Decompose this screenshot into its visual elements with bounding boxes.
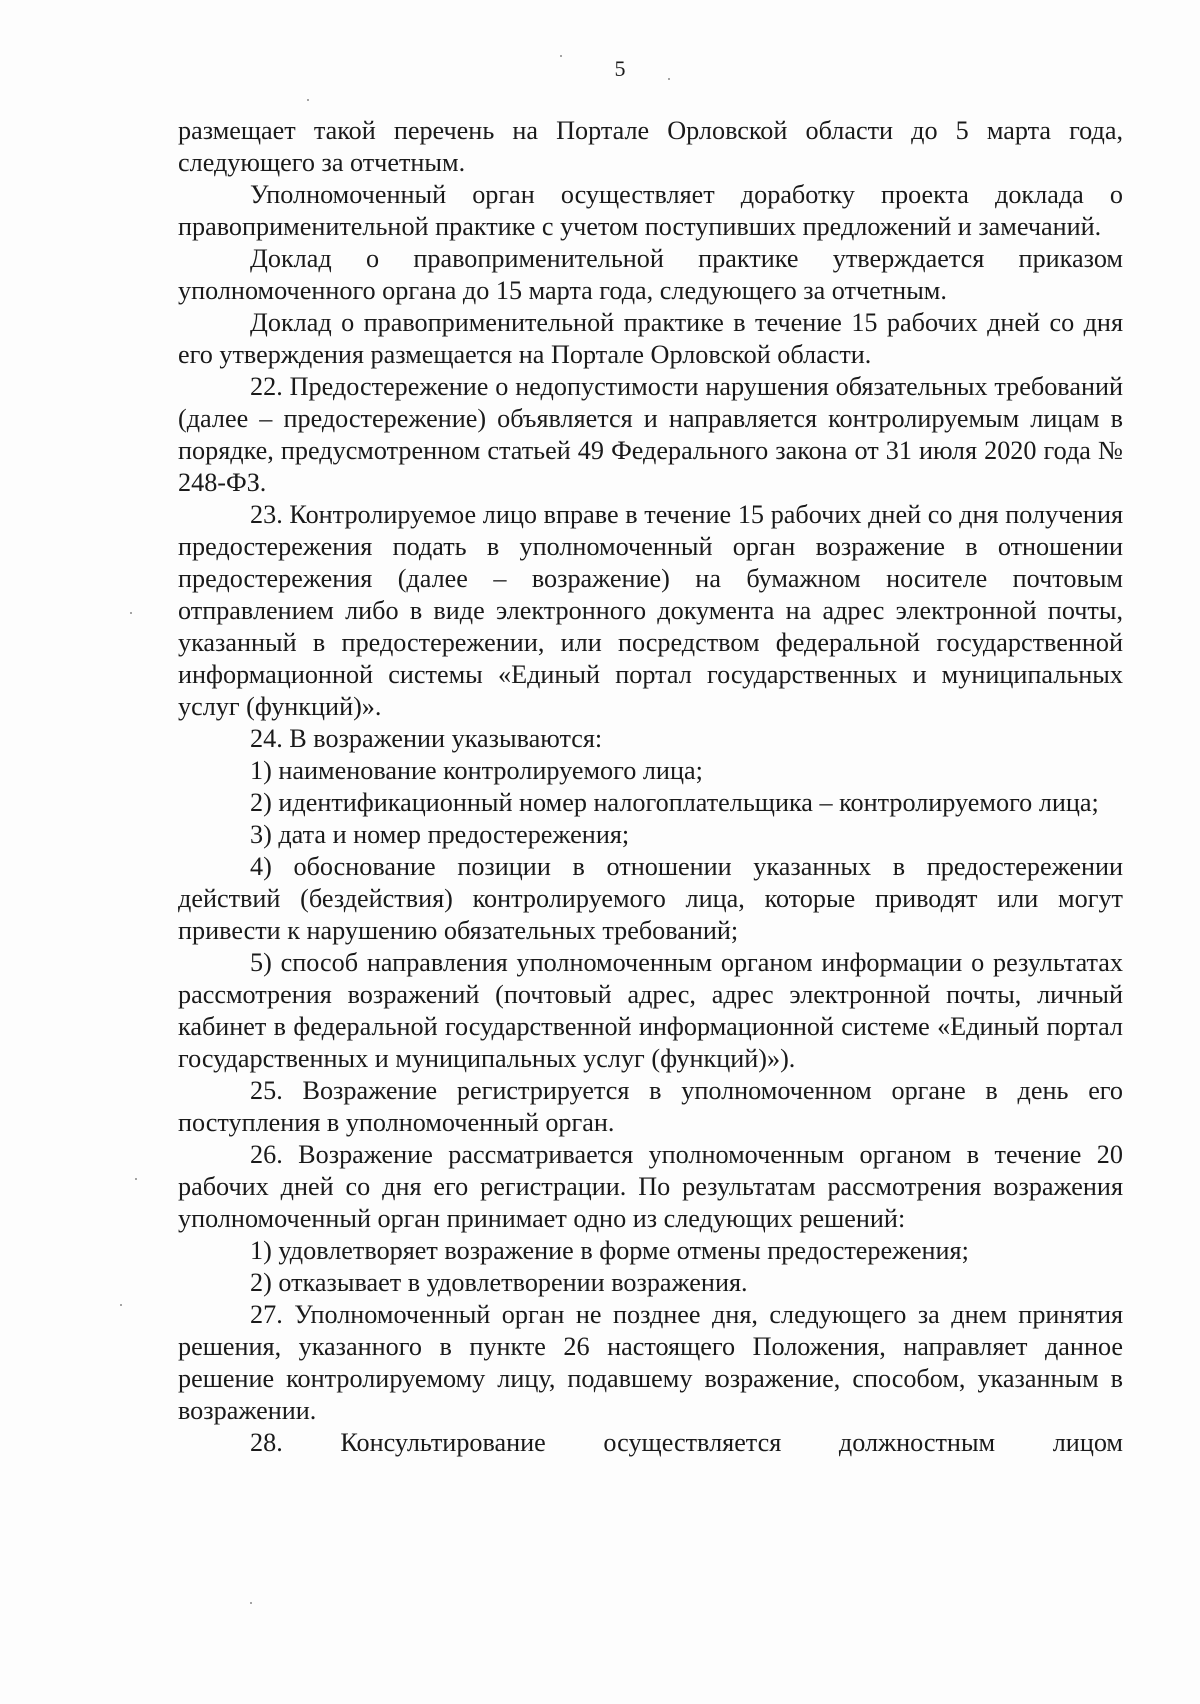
paragraph: 26. Возражение рассматривается уполномоченным органом в течение 20 рабочих дней со дня его регистрации. По результатам рассмотрения возражения уполномоченный орган принимает одно из следующих решений: — [178, 1140, 1123, 1233]
list-item: 2) отказывает в удовлетворении возражения. — [250, 1268, 748, 1297]
list-item: 1) удовлетворяет возражение в форме отмены предостережения; — [250, 1236, 969, 1265]
scan-speck — [250, 1602, 252, 1604]
paragraph: размещает такой перечень на Портале Орловской области до 5 марта года, следующего за отчетным. — [178, 116, 1123, 177]
scan-speck — [135, 1178, 137, 1180]
paragraph: 25. Возражение регистрируется в уполномоченном органе в день его поступления в уполномоченный орган. — [178, 1076, 1123, 1137]
list-item: 5) способ направления уполномоченным органом информации о результатах рассмотрения возражений (почтовый адрес, адрес электронной почты, личный кабинет в федеральной государственной информационной системе «Единый портал государственных и муниципальных услуг (функций)»). — [178, 948, 1123, 1073]
paragraph: 28. Консультирование осуществляется должностным лицом — [250, 1428, 1123, 1457]
paragraph: 22. Предостережение о недопустимости нарушения обязательных требований (далее – предостережение) объявляется и направляется контролируемым лицам в порядке, предусмотренном статьей 49 Федерального закона от 31 июля 2020 года № 248-ФЗ. — [178, 372, 1123, 497]
list-item: 4) обоснование позиции в отношении указанных в предостережении действий (бездействия) контролируемого лица, которые приводят или могут привести к нарушению обязательных требований; — [178, 852, 1123, 945]
paragraph: Доклад о правоприменительной практике утверждается приказом уполномоченного органа до 15 марта года, следующего за отчетным. — [178, 244, 1123, 305]
document-body — [178, 115, 1123, 1459]
scan-speck — [560, 55, 562, 57]
scan-speck — [120, 1304, 122, 1306]
scan-speck — [130, 612, 132, 614]
list-item: 3) дата и номер предостережения; — [250, 820, 630, 849]
paragraph: 24. В возражении указываются: — [250, 724, 603, 753]
scan-speck — [307, 99, 309, 101]
paragraph: Уполномоченный орган осуществляет доработку проекта доклада о правоприменительной практике с учетом поступивших предложений и замечаний. — [178, 180, 1123, 241]
paragraph: 23. Контролируемое лицо вправе в течение 15 рабочих дней со дня получения предостережения подать в уполномоченный орган возражение в отношении предостережения (далее – возражение) на бумажном носителе почтовым отправлением либо в виде электронного документа на адрес электронной почты, указанный в предостережении, или посредством федеральной государственной информационной системы «Единый портал государственных и муниципальных услуг (функций)». — [178, 500, 1123, 721]
list-item: 2) идентификационный номер налогоплательщика – контролируемого лица; — [250, 788, 1099, 817]
paragraph: 27. Уполномоченный орган не позднее дня, следующего за днем принятия решения, указанного в пункте 26 настоящего Положения, направляет данное решение контролируемому лицу, подавшему возражение, способом, указанным в возражении. — [178, 1300, 1123, 1425]
list-item: 1) наименование контролируемого лица; — [250, 756, 703, 785]
page-number: 5 — [614, 56, 626, 81]
paragraph: Доклад о правоприменительной практике в течение 15 рабочих дней со дня его утверждения размещается на Портале Орловской области. — [178, 308, 1123, 369]
scan-speck — [668, 78, 670, 80]
